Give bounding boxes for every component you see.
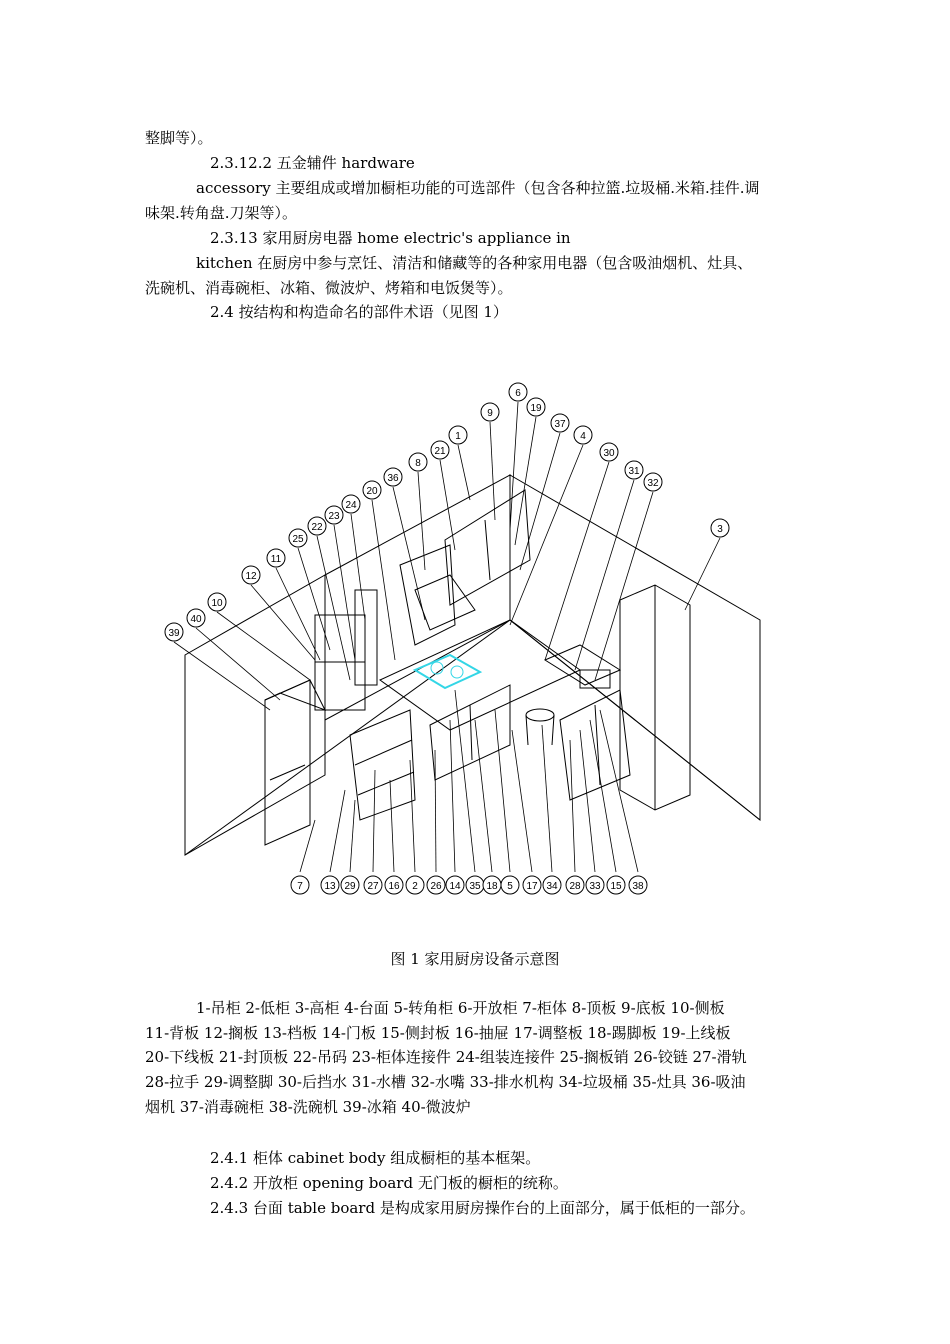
base-cabinet-back (430, 685, 510, 780)
callout-label: 3 (717, 524, 723, 535)
callout-label: 12 (245, 571, 257, 582)
callout-label: 14 (449, 881, 461, 892)
paragraph-line: accessory 主要组成或增加橱柜功能的可选部件（包含各种拉篮.垃圾桶.米箱.挂件.调 (196, 179, 760, 197)
callout-label: 32 (647, 478, 659, 489)
callout-label: 26 (430, 881, 442, 892)
callout-label: 29 (344, 881, 356, 892)
kitchen-diagram (150, 380, 810, 900)
callout-label: 19 (530, 403, 542, 414)
callout-label: 17 (526, 881, 538, 892)
callout-label: 40 (190, 614, 202, 625)
left-wall (185, 575, 325, 855)
callout-label: 10 (211, 598, 223, 609)
callout-label: 21 (434, 446, 446, 457)
legend-line: 20-下线板 21-封顶板 22-吊码 23-柜体连接件 24-组装连接件 25-搁板销 26-铰链 27-滑轨 (145, 1048, 747, 1066)
callout-label: 33 (589, 881, 601, 892)
callout-label: 39 (168, 628, 180, 639)
callout-label: 37 (554, 419, 566, 430)
callout-label: 16 (388, 881, 400, 892)
legend-line: 1-吊柜 2-低柜 3-高柜 4-台面 5-转角柜 6-开放柜 7-柜体 8-顶板 9-底板 10-侧板 (196, 999, 725, 1017)
callout-label: 9 (487, 408, 493, 419)
figure-caption: 图 1 家用厨房设备示意图 (390, 950, 560, 968)
section-heading-hardware: 2.3.12.2 五金辅件 hardware (210, 154, 415, 172)
callout-label: 1 (455, 431, 461, 442)
callouts-bottom (291, 876, 647, 894)
callout-label: 30 (603, 448, 615, 459)
legend-line: 11-背板 12-搁板 13-档板 14-门板 15-侧封板 16-抽屉 17-调整板 18-踢脚板 19-上线板 (145, 1024, 731, 1042)
callout-label: 24 (345, 500, 357, 511)
callout-label: 31 (628, 466, 640, 477)
definition-table-board: 2.4.3 台面 table board 是构成家用厨房操作台的上面部分，属于低柜的一部分。 (210, 1199, 755, 1217)
drawer-unit (350, 710, 415, 820)
callout-label: 5 (507, 881, 513, 892)
callout-label: 38 (632, 881, 644, 892)
callout-label: 11 (270, 554, 282, 565)
callout-label: 2 (412, 881, 418, 892)
callout-label: 25 (292, 534, 304, 545)
section-heading-components: 2.4 按结构和构造命名的部件术语（见图 1） (210, 303, 508, 321)
definition-cabinet-body: 2.4.1 柜体 cabinet body 组成橱柜的基本框架。 (210, 1149, 541, 1167)
legend-line: 烟机 37-消毒碗柜 38-洗碗机 39-冰箱 40-微波炉 (145, 1098, 471, 1116)
callout-label: 36 (387, 473, 399, 484)
callout-label: 4 (580, 431, 586, 442)
callout-label: 6 (515, 388, 521, 399)
callout-label: 8 (415, 458, 421, 469)
trash-bin (526, 709, 554, 721)
callout-label: 15 (610, 881, 622, 892)
callout-label: 23 (328, 511, 340, 522)
callout-label: 27 (367, 881, 379, 892)
callout-label: 7 (297, 881, 303, 892)
stove (415, 655, 480, 688)
callouts-top (165, 383, 729, 641)
fridge (265, 680, 310, 845)
callout-label: 22 (311, 522, 323, 533)
callout-label: 28 (569, 881, 581, 892)
paragraph-line: kitchen 在厨房中参与烹饪、清洁和储藏等的各种家用电器（包含吸油烟机、灶具、 (196, 254, 753, 272)
callout-label: 20 (366, 486, 378, 497)
paragraph-line: 味架.转角盘.刀架等）。 (145, 204, 298, 222)
sink (545, 645, 620, 685)
callout-label: 35 (469, 881, 481, 892)
paragraph-line: 洗碗机、消毒碗柜、冰箱、微波炉、烤箱和电饭煲等）。 (145, 279, 513, 297)
callout-label: 34 (546, 881, 558, 892)
callout-label: 13 (324, 881, 336, 892)
callout-label: 18 (486, 881, 498, 892)
paragraph-line: 整脚等）。 (145, 129, 213, 147)
section-heading-appliance: 2.3.13 家用厨房电器 home electric's appliance in (210, 229, 571, 247)
legend-line: 28-拉手 29-调整脚 30-后挡水 31-水槽 32-水嘴 33-排水机构 34-垃圾桶 35-灶具 36-吸油 (145, 1073, 746, 1091)
definition-opening-board: 2.4.2 开放柜 opening board 无门板的橱柜的统称。 (210, 1174, 568, 1192)
